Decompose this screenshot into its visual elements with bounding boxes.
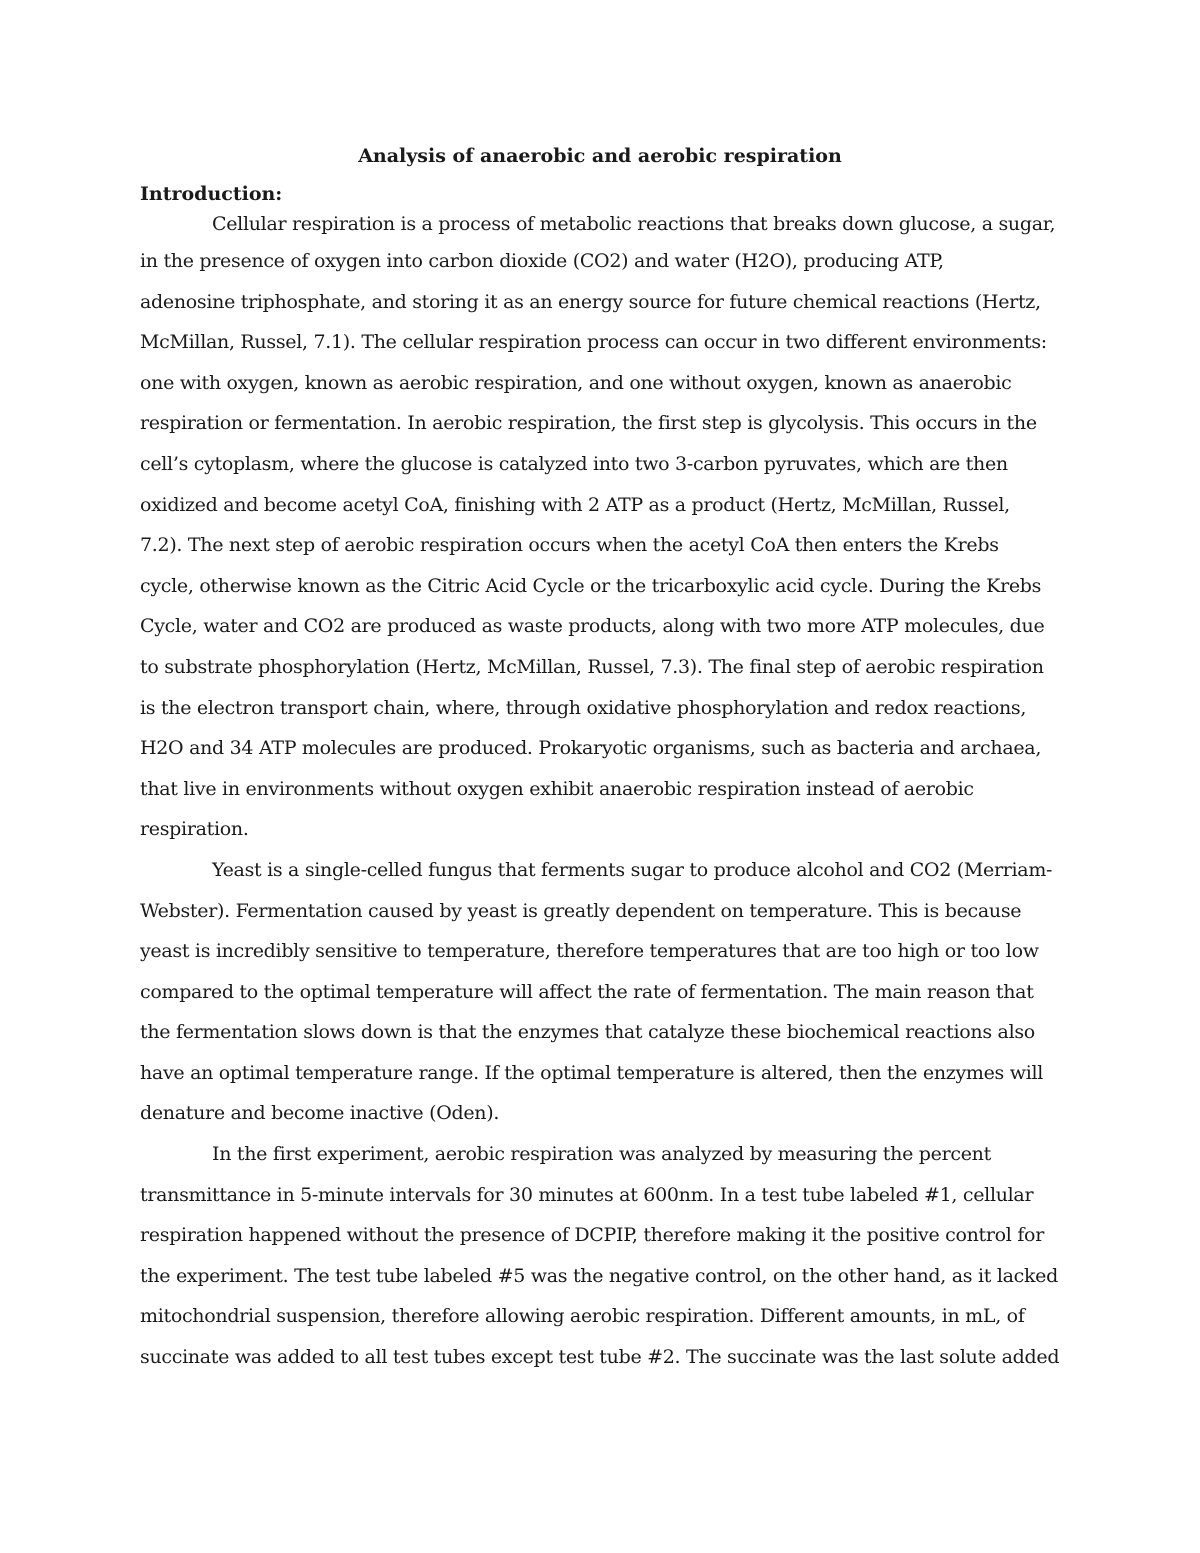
text-line: the fermentation slows down is that the enzymes that catalyze these biochemical reactions also (140, 1021, 1035, 1044)
text-line: compared to the optimal temperature will affect the rate of fermentation. The main reason that (140, 980, 1034, 1003)
document-title: Analysis of anaerobic and aerobic respiration (358, 145, 842, 167)
paragraph (140, 850, 1060, 1134)
text-line: transmittance in 5-minute intervals for 30 minutes at 600nm. In a test tube labeled #1, cellular (140, 1183, 1034, 1206)
text-line: yeast is incredibly sensitive to temperature, therefore temperatures that are too high or too low (140, 940, 1039, 963)
text-line: succinate was added to all test tubes except test tube #2. The succinate was the last solute added (140, 1346, 1060, 1369)
document-page (140, 140, 1060, 1378)
text-line: McMillan, Russel, 7.1). The cellular respiration process can occur in two different environments: (140, 331, 1047, 354)
text-line: Yeast is a single-celled fungus that ferments sugar to produce alcohol and CO2 (Merriam- (212, 858, 1053, 881)
text-line: that live in environments without oxygen exhibit anaerobic respiration instead of aerobic (140, 777, 974, 800)
paragraph (140, 207, 1060, 850)
text-line: oxidized and become acetyl CoA, finishing with 2 ATP as a product (Hertz, McMillan, Russel, (140, 493, 1010, 516)
text-line: is the electron transport chain, where, through oxidative phosphorylation and redox reactions, (140, 696, 1027, 719)
text-line: the experiment. The test tube labeled #5 was the negative control, on the other hand, as it lacked (140, 1264, 1058, 1287)
text-line: to substrate phosphorylation (Hertz, McMillan, Russel, 7.3). The final step of aerobic respiration (140, 655, 1044, 678)
text-line: Webster). Fermentation caused by yeast is greatly dependent on temperature. This is because (140, 899, 1022, 922)
text-line: Cellular respiration is a process of metabolic reactions that breaks down glucose, a sugar, (212, 213, 1056, 235)
section-heading-introduction: Introduction: (140, 183, 283, 205)
text-line: cycle, otherwise known as the Citric Acid Cycle or the tricarboxylic acid cycle. During the Krebs (140, 574, 1042, 597)
text-line: H2O and 34 ATP molecules are produced. Prokaryotic organisms, such as bacteria and archaea, (140, 737, 1042, 760)
text-line: have an optimal temperature range. If the optimal temperature is altered, then the enzymes will (140, 1061, 1044, 1084)
text-line: adenosine triphosphate, and storing it as an energy source for future chemical reactions (Hertz, (140, 290, 1041, 313)
text-line: In the first experiment, aerobic respiration was analyzed by measuring the percent (212, 1143, 991, 1166)
text-line: mitochondrial suspension, therefore allowing aerobic respiration. Different amounts, in mL, of (140, 1305, 1025, 1328)
text-line: respiration or fermentation. In aerobic respiration, the first step is glycolysis. This occurs in the (140, 412, 1037, 435)
text-line: one with oxygen, known as aerobic respiration, and one without oxygen, known as anaerobic (140, 371, 1012, 394)
text-line: cell’s cytoplasm, where the glucose is catalyzed into two 3-carbon pyruvates, which are then (140, 452, 1008, 475)
paragraph (140, 1134, 1060, 1378)
text-line: respiration happened without the presence of DCPIP, therefore making it the positive control for (140, 1224, 1044, 1247)
text-line: Cycle, water and CO2 are produced as waste products, along with two more ATP molecules, due (140, 615, 1045, 638)
text-line: in the presence of oxygen into carbon dioxide (CO2) and water (H2O), producing ATP, (140, 250, 944, 272)
text-line: denature and become inactive (Oden). (140, 1102, 500, 1125)
text-line: 7.2). The next step of aerobic respiration occurs when the acetyl CoA then enters the Krebs (140, 534, 999, 557)
text-line: respiration. (140, 818, 249, 841)
document-body (140, 207, 1060, 1378)
